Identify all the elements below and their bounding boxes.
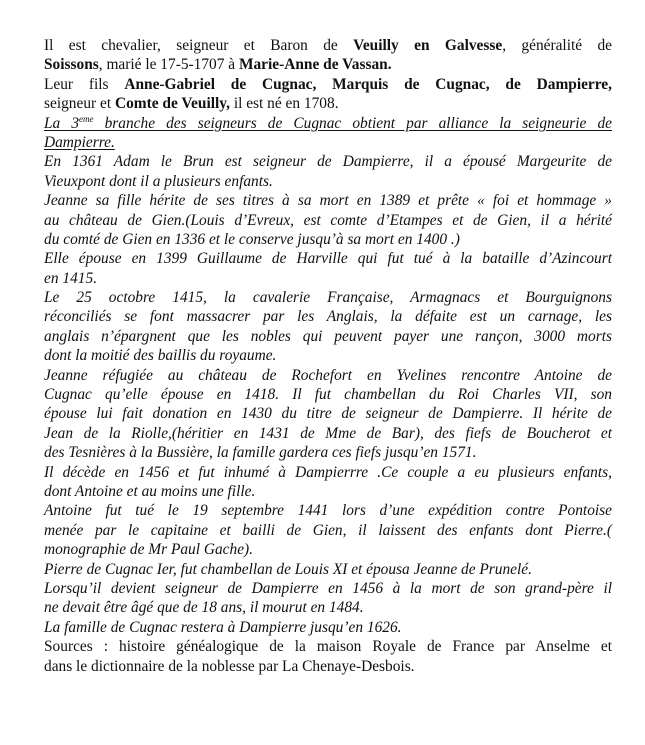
history-line: réconciliés se font massacrer par les Anglais, la défaite est un carnage, les: [44, 308, 612, 326]
history-line: dont la moitié des baillis du royaume.: [44, 347, 277, 365]
paragraph-line: [44, 75, 612, 94]
text-run: , généralité de: [502, 37, 612, 54]
history-line: Le 25 octobre 1415, la cavalerie Française, Armagnacs et Bourguignons: [44, 289, 612, 307]
text-run: il est né en 1708.: [229, 95, 339, 113]
history-line: ne devait être âgé que de 18 ans, il mourut en 1484.: [44, 599, 364, 617]
history-line: Cugnac qu’elle épouse en 1418. Il fut chambellan du Roi Charles VII, son: [44, 386, 612, 404]
place-name: Soissons: [44, 56, 99, 74]
text-block: [44, 36, 612, 676]
text-run: Il est chevalier, seigneur et Baron de: [44, 37, 354, 54]
history-line: La famille de Cugnac restera à Dampierre jusqu’en 1626.: [44, 618, 402, 636]
paragraph-line: [44, 55, 612, 74]
history-line: des Tesnières à la Bussière, la famille gardera ces fiefs jusqu’en 1571.: [44, 444, 477, 462]
text-run: Dampierre.: [44, 133, 115, 151]
section-heading-line: [44, 114, 612, 133]
history-line: en 1415.: [44, 269, 98, 287]
history-line: monographie de Mr Paul Gache).: [44, 541, 254, 559]
history-line: menée par le capitaine et bailli de Gien, il laissent des enfants dont Pierre.(: [44, 521, 612, 539]
history-line: Vieuxpont dont il a plusieurs enfants.: [44, 172, 273, 190]
text-run: Leur fils: [44, 75, 125, 93]
history-line: Antoine fut tué le 19 septembre 1441 lors d’une expédition contre Pontoise: [44, 502, 612, 520]
section-heading-line: [44, 133, 612, 152]
person-name: Marie-Anne de Vassan.: [238, 56, 392, 74]
person-name: Anne-Gabriel de Cugnac, Marquis de Cugnac, de Dampierre,: [124, 75, 612, 93]
title-name: Comte de Veuilly,: [114, 95, 230, 113]
history-line: dont Antoine et au moins une fille.: [44, 482, 256, 500]
history-line: anglais n’épargnent que les nobles qui peuvent payer une rançon, 3000 morts: [44, 327, 612, 345]
place-name: Veuilly en Galvesse: [353, 37, 503, 54]
paragraph-line: [44, 36, 612, 55]
history-line: En 1361 Adam le Brun est seigneur de Dampierre, il a épousé Margeurite de: [44, 153, 612, 171]
sources-line: Sources : histoire généalogique de la maison Royale de France par Anselme et: [44, 638, 612, 656]
text-run: La 3: [44, 114, 80, 132]
paragraph-line: [44, 94, 612, 113]
history-line: Elle épouse en 1399 Guillaume de Harville qui fut tué à la bataille d’Azincourt: [44, 250, 612, 268]
history-line: Jean de la Riolle,(héritier en 1431 de Mme de Bar), des fiefs de Boucherot et: [44, 424, 612, 442]
history-line: Pierre de Cugnac Ier, fut chambellan de Louis XI et épousa Jeanne de Prunelé.: [44, 560, 532, 578]
history-line: Lorsqu’il devient seigneur de Dampierre en 1456 à la mort de son grand-père il: [44, 579, 612, 597]
history-line: Jeanne réfugiée au château de Rochefort en Yvelines rencontre Antoine de: [44, 366, 612, 384]
superscript: eme: [79, 113, 94, 124]
text-run: branche des seigneurs de Cugnac obtient par alliance la seigneurie de: [93, 114, 612, 132]
history-line: au château de Gien.(Louis d’Evreux, est comte d’Etampes et de Gien, il a hérité: [44, 211, 612, 229]
text-run: seigneur et: [44, 95, 115, 113]
history-line: Jeanne sa fille hérite de ses titres à sa mort en 1389 et prête « foi et hommage »: [44, 192, 612, 210]
text-run: , marié le 17-5-1707 à: [98, 56, 239, 74]
history-line: Il décède en 1456 et fut inhumé à Dampierrre .Ce couple a eu plusieurs enfants,: [44, 463, 612, 481]
sources-line: dans le dictionnaire de la noblesse par La Chenaye-Desbois.: [44, 657, 415, 675]
history-line: épouse lui fait donation en 1430 du titre de seigneur de Dampierre. Il hérite de: [44, 405, 612, 423]
history-line: du comté de Gien en 1336 et le conserve jusqu’à sa mort en 1400 .): [44, 230, 460, 248]
